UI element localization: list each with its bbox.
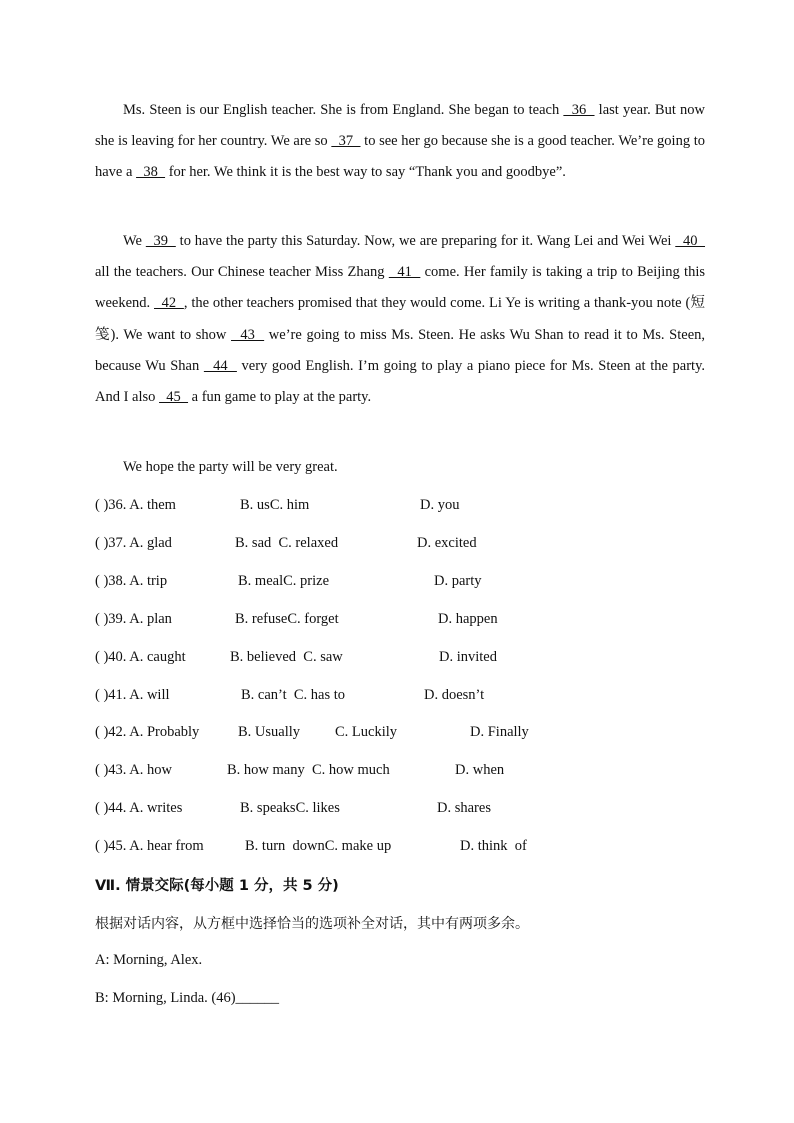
option-b: B. how many C. how much [227,762,390,778]
option-b: B. can’t C. has to [241,687,346,703]
option-d: D. think of [460,838,527,854]
question-number: ( )40. A. caught [95,649,186,665]
option-b: B. speaksC. likes [240,800,340,816]
blank-38: 38 [136,164,166,181]
question-number: ( )41. A. will [95,687,170,703]
option-b: B. mealC. prize [238,573,330,589]
option-d: D. doesn’t [424,687,485,703]
dialog-line-b: B: Morning, Linda. (46)______ [95,990,280,1006]
option-b: B. turn downC. make up [245,838,392,854]
option-d: D. invited [439,649,497,665]
option-d: D. excited [417,535,477,551]
option-b: B. usC. him [240,497,310,513]
option-b: B. sad C. relaxed [235,535,339,551]
blank-42: 42 [154,295,184,312]
dialog-line-a: A: Morning, Alex. [95,952,203,968]
passage-paragraph-1: Ms. Steen is our English teacher. She is from England. She began to teach 36 last year. But now she is leaving for her country. We are so 37 to see her go because she is a good teacher. We’re going to have a 38 for her. We think it is the best way to say “Thank you and goodbye”. [95,102,706,181]
option-d: D. happen [438,611,498,627]
option-d: D. when [455,762,505,778]
blank-37: 37 [331,133,361,150]
option-b: B. refuseC. forget [235,611,339,627]
blank-43: 43 [231,326,265,343]
blank-44: 44 [203,357,237,374]
question-number: ( )36. A. them [95,497,176,513]
blank-40: 40 [675,233,706,249]
section-instruction: 根据对话内容，从方框中选择恰当的选项补全对话，其中有两项多余。 [95,916,529,932]
option-b: B. believed C. saw [230,649,343,665]
blank-39: 39 [145,233,176,249]
passage-paragraph-3: We hope the party will be very great. [123,459,338,475]
blank-41: 41 [388,264,421,281]
question-number: ( )38. A. trip [95,573,168,589]
question-number: ( )44. A. writes [95,800,183,816]
option-c: C. Luckily [335,724,398,740]
section-heading: Ⅶ. 情景交际(每小题 1 分，共 5 分) [95,878,339,894]
option-d: D. shares [437,800,491,816]
blank-36: 36 [563,102,595,118]
question-number: ( )43. A. how [95,762,172,778]
option-d: D. party [434,573,482,589]
question-number: ( )37. A. glad [95,535,172,551]
option-d: D. you [420,497,460,513]
option-d: D. Finally [470,724,529,740]
option-b: B. Usually [238,724,301,740]
question-number: ( )42. A. Probably [95,724,200,740]
question-number: ( )39. A. plan [95,611,172,627]
passage-paragraph-2: We 39 to have the party this Saturday. Now, we are preparing for it. Wang Lei and Wei Wei 40 all the teachers. Our Chinese teacher Miss Zhang 41 come. Her family is taking a trip to Beijing this weekend. 42 , the other teachers promised that they would come. Li Ye is writing a thank-you note (短笺). We want to show 43 we’re going to miss Ms. Steen. He asks Wu Shan to read it to Ms. Steen, because Wu Shan 44 very good English. I’m going to play a piano piece for Ms. Steen at the party. And I also 45 a fun game to play at the party. [95,233,706,406]
blank-45: 45 [159,389,189,406]
question-number: ( )45. A. hear from [95,838,204,854]
